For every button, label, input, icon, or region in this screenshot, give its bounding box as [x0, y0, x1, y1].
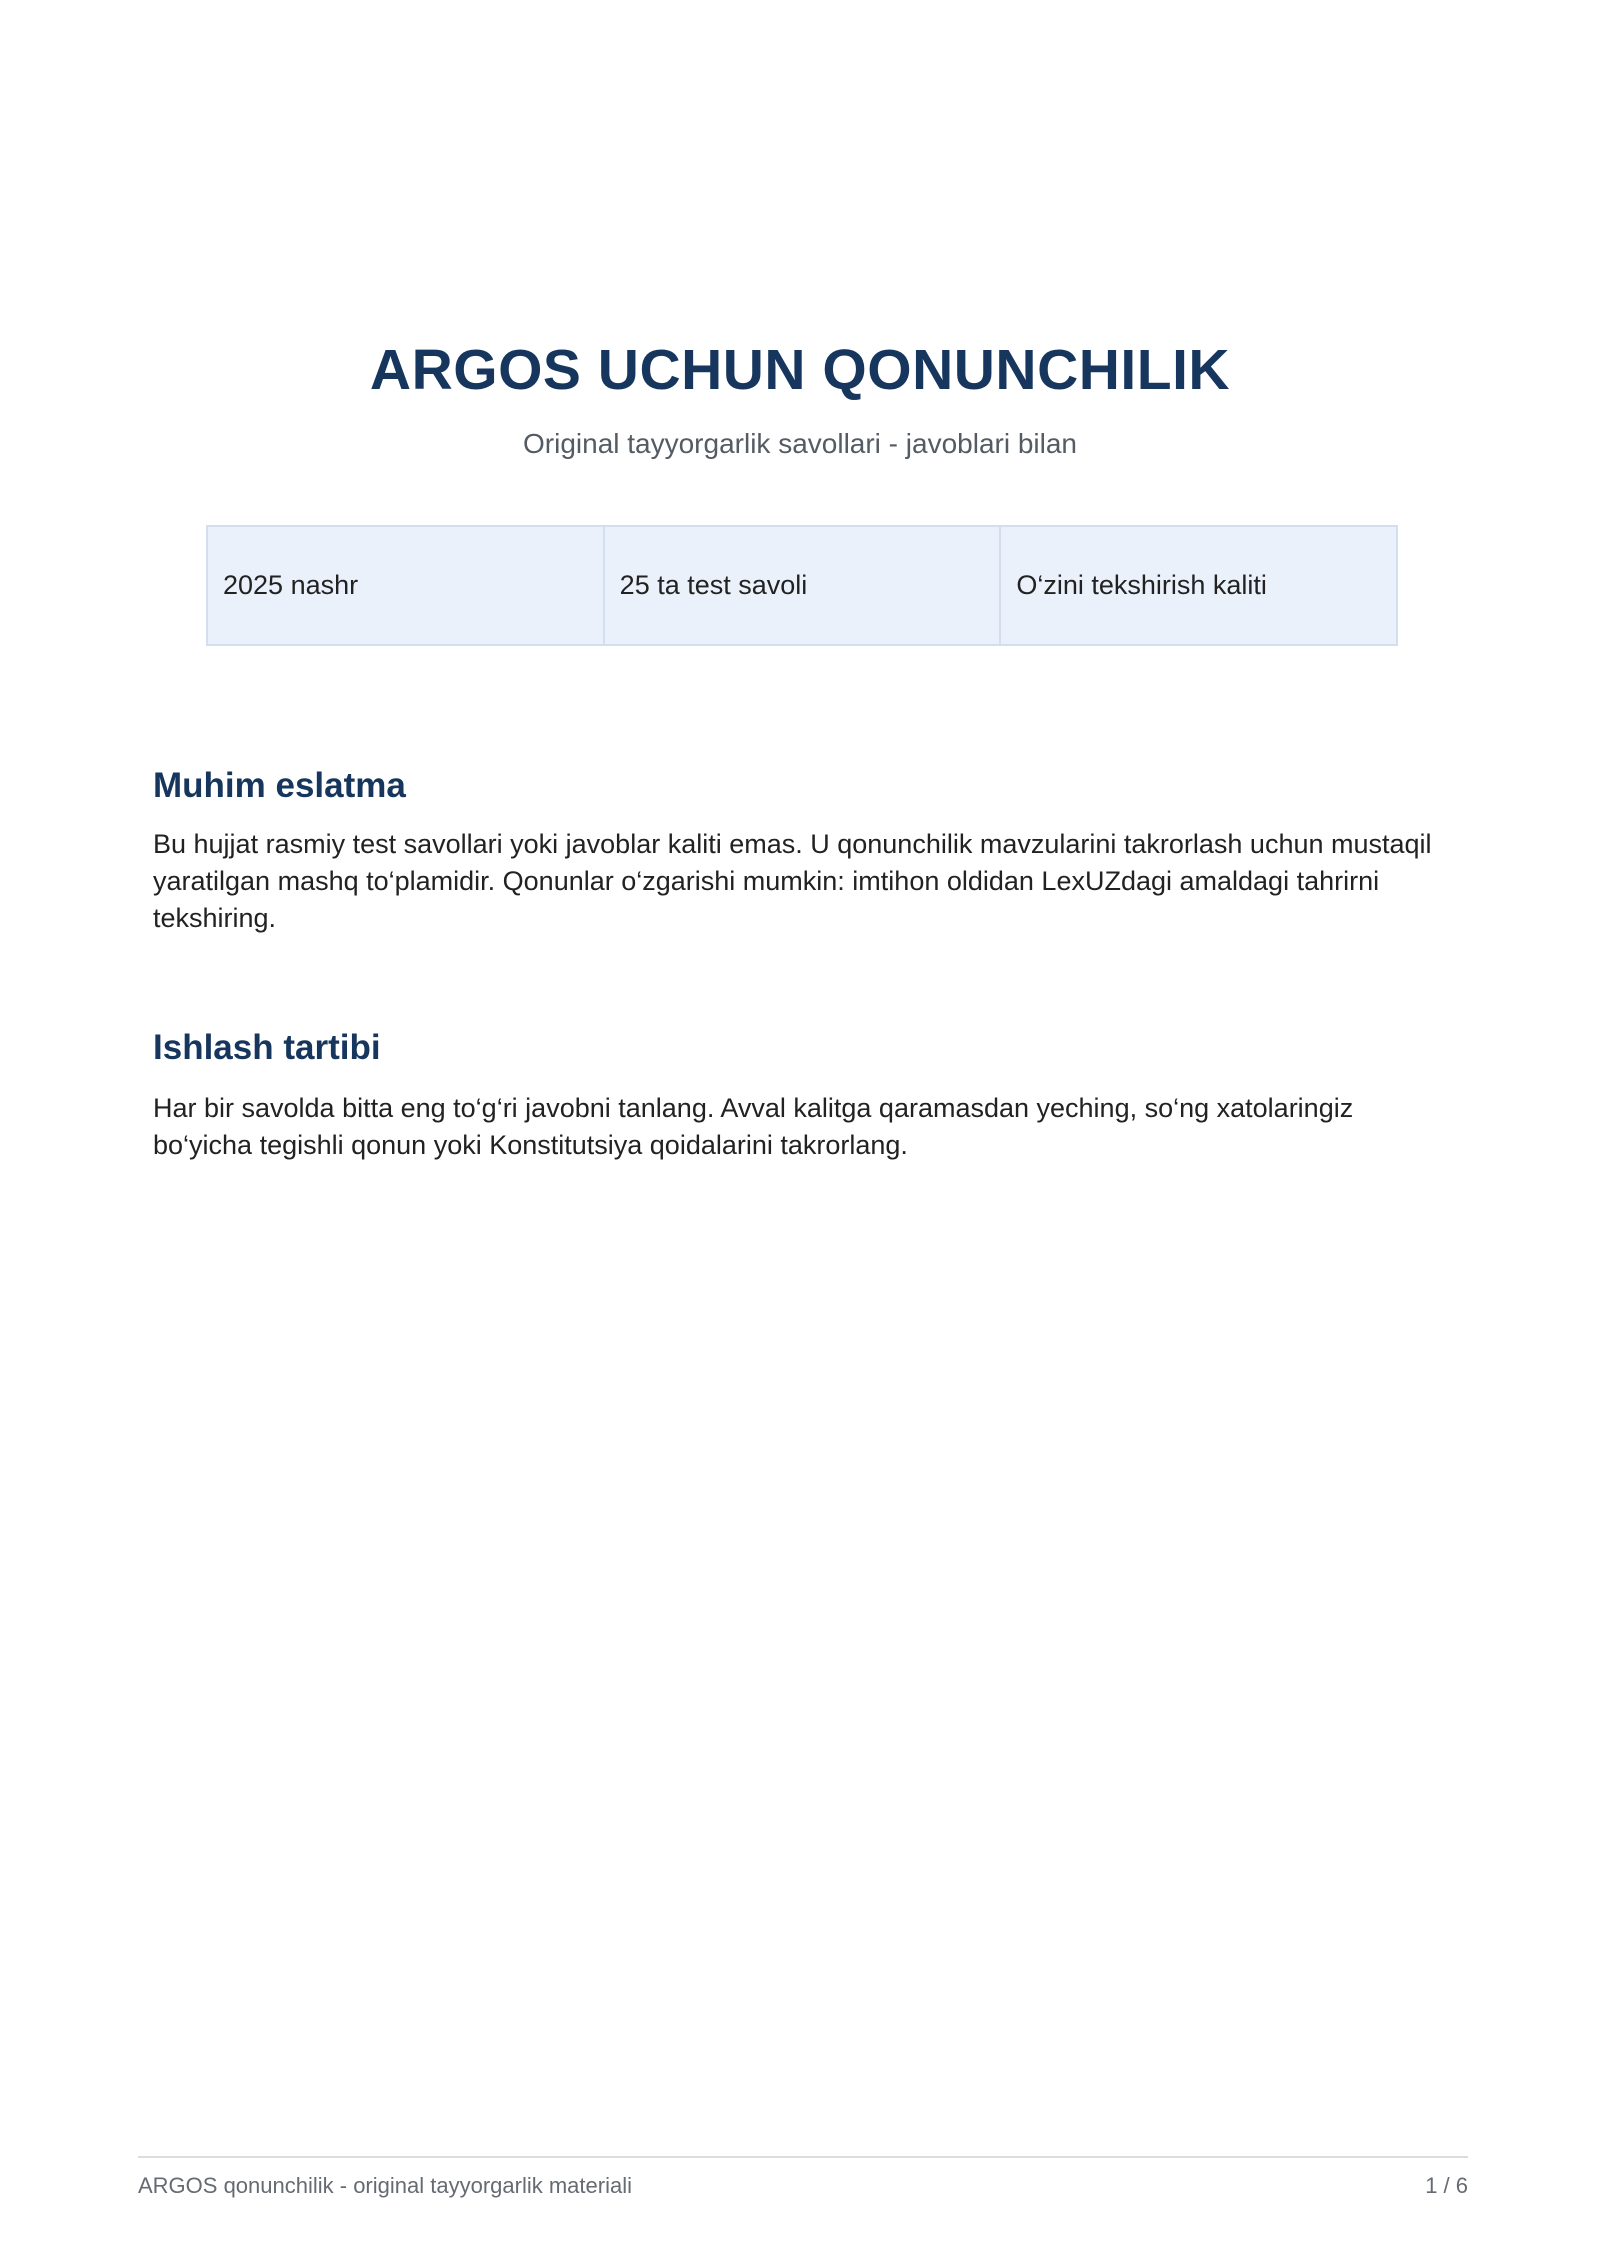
footer-text: ARGOS qonunchilik - original tayyorgarlik materiali: [138, 2173, 632, 2198]
meta-cell-answer-key: O‘zini tekshirish kaliti: [1016, 570, 1267, 600]
document-title: ARGOS UCHUN QONUNCHILIK: [369, 338, 1231, 402]
meta-cell-edition: 2025 nashr: [208, 527, 605, 644]
section-body-procedure: Har bir savolda bitta eng to‘g‘ri javobni tanlang. Avval kalitga qaramasdan yeching, so‘ng xatolaringiz bo‘yicha tegishli qonun yoki Konstitutsiya qoidalarini takrorlang.: [153, 1093, 1354, 1160]
document-subtitle: Original tayyorgarlik savollari - javoblari bilan: [523, 428, 1077, 459]
page-number: 1 / 6: [1425, 2173, 1468, 2198]
meta-info-table: [206, 525, 1398, 646]
meta-cell-question-count: 25 ta test savoli: [605, 527, 1002, 644]
section-heading-important-note: Muhim eslatma: [153, 766, 406, 805]
footer-divider: [138, 2156, 1468, 2158]
section-body-important-note: Bu hujjat rasmiy test savollari yoki javoblar kaliti emas. U qonunchilik mavzularini takrorlash uchun mustaqil yaratilgan mashq to‘plamidir. Qonunlar o‘zgarishi mumkin: imtihon oldidan LexUZdagi amaldagi tahrirni tekshiring.: [153, 829, 1432, 933]
section-heading-procedure: Ishlash tartibi: [153, 1028, 381, 1067]
